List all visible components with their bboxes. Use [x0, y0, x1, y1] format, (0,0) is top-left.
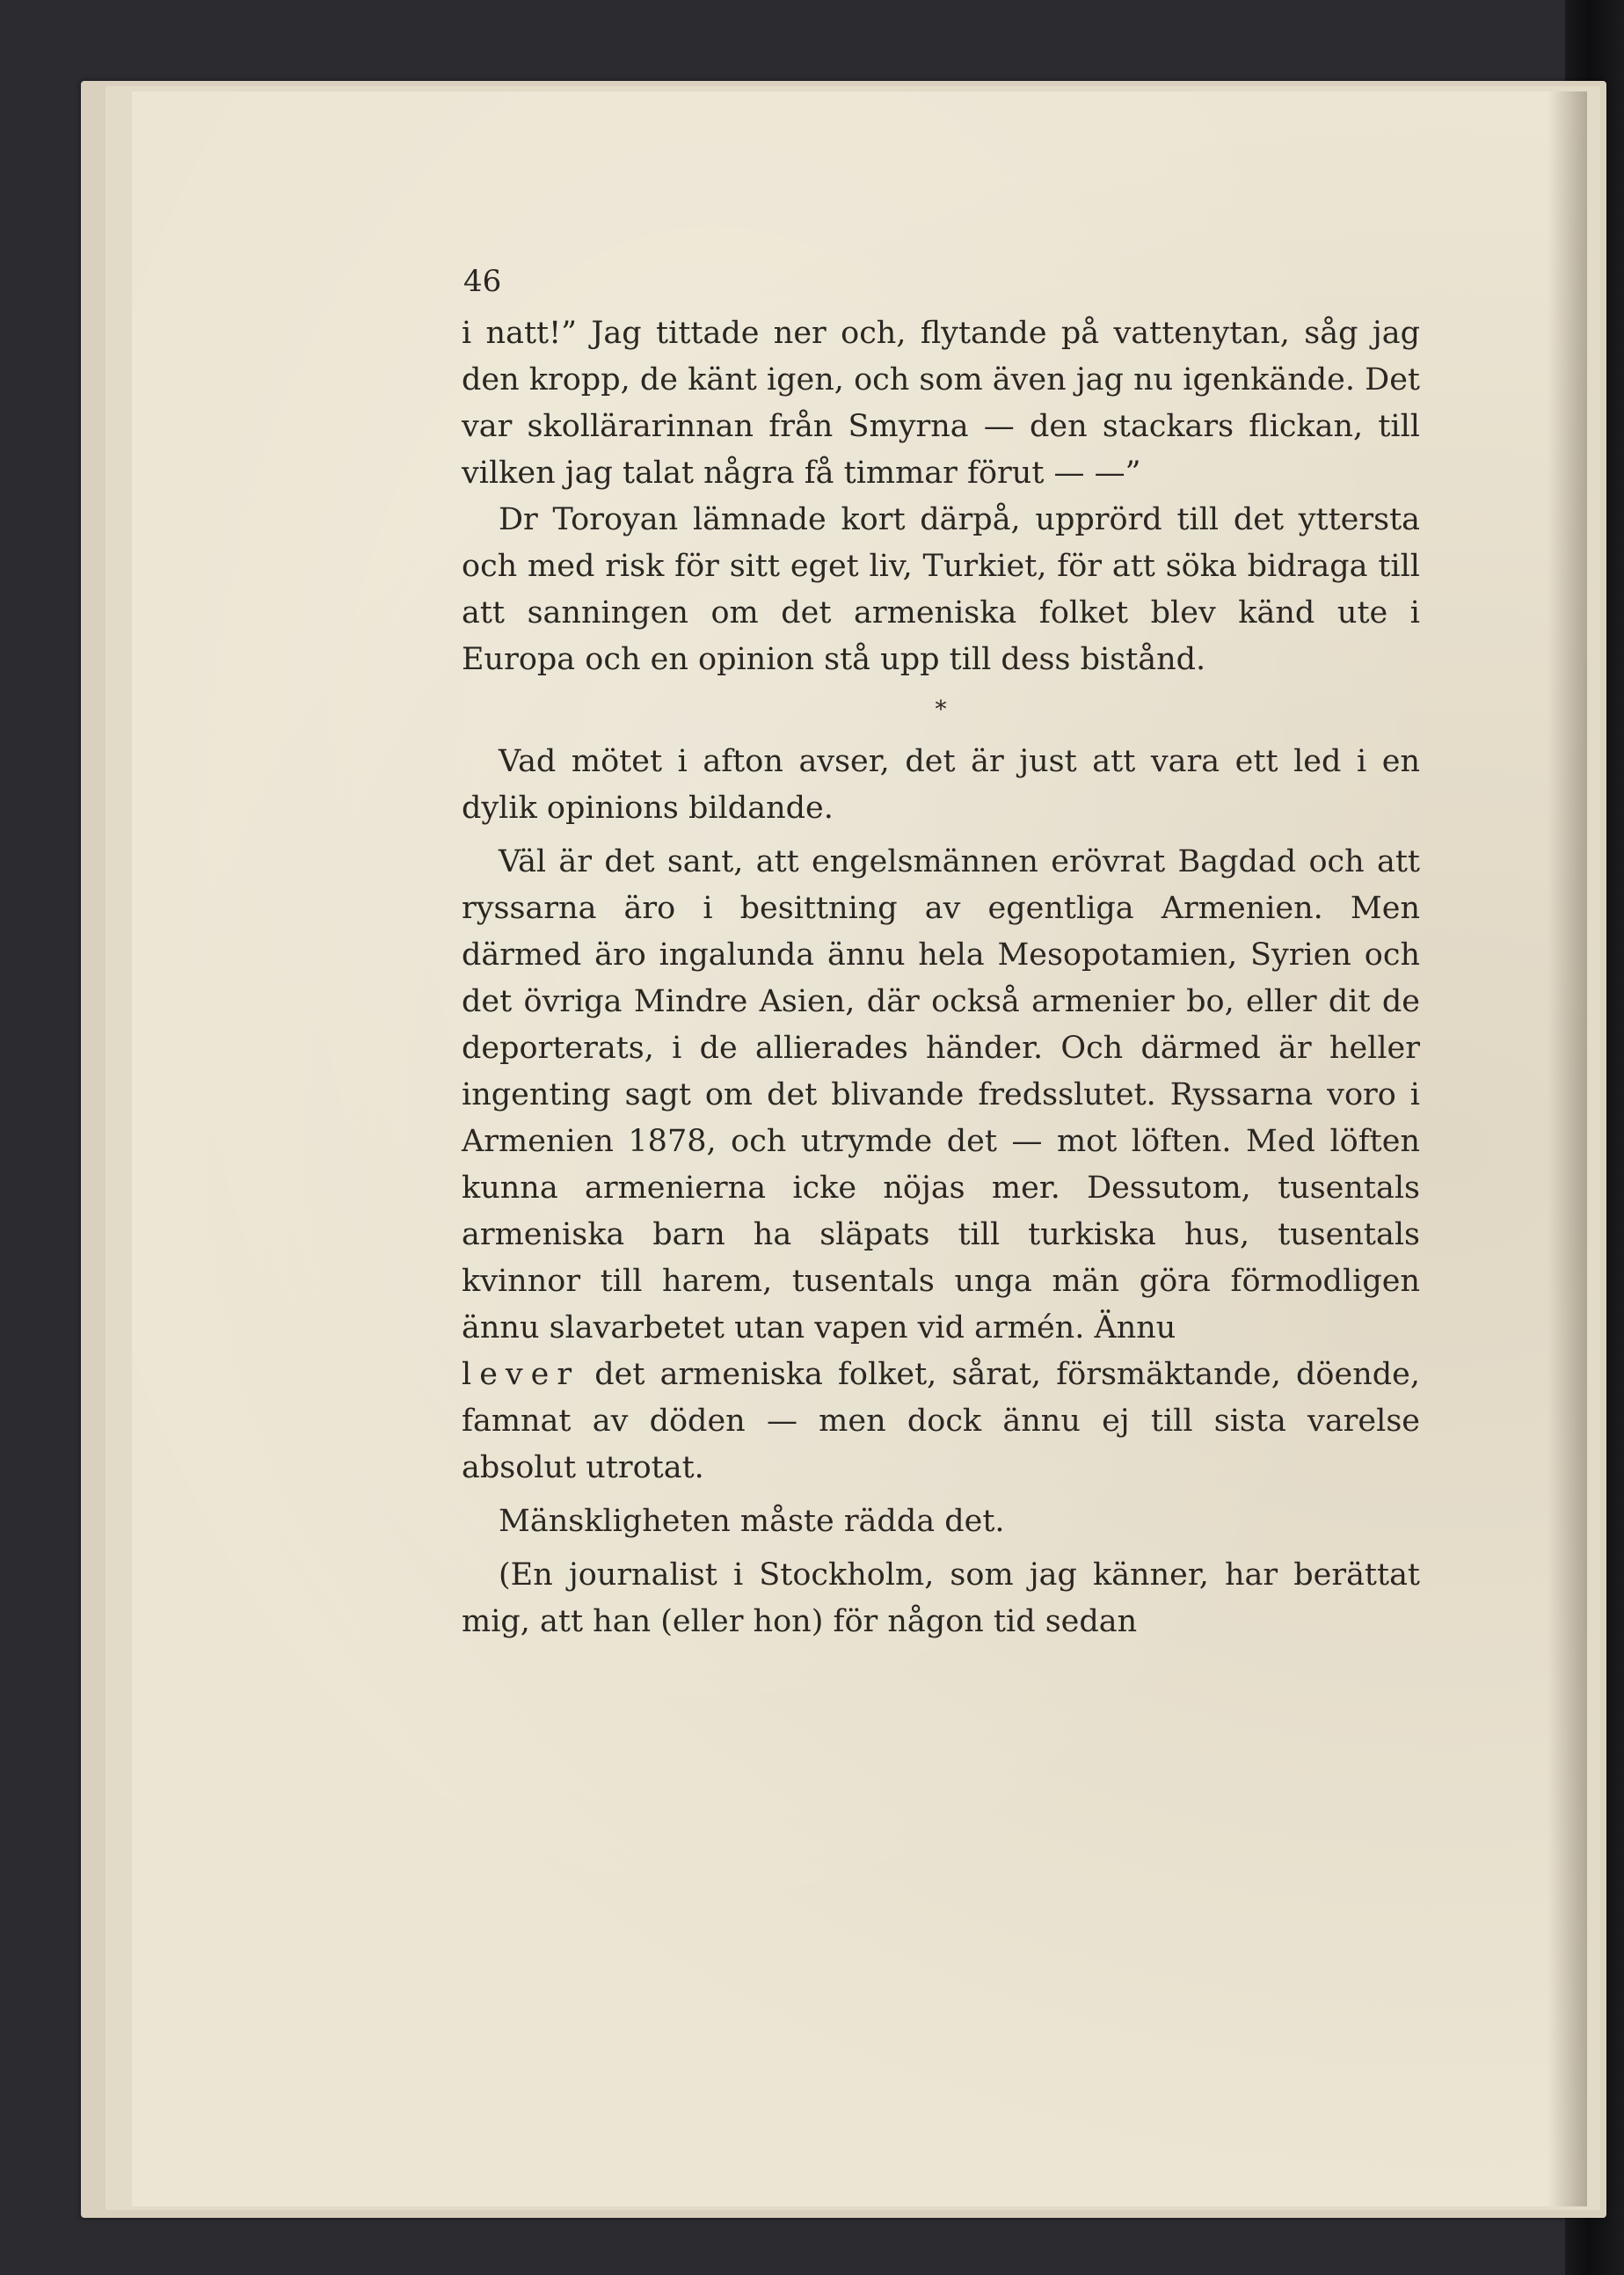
paragraph-2: Dr Toroyan lämnade kort därpå, upprörd till det yttersta och med risk för sitt eget liv, Turkiet, för att söka bidraga till att sanningen om det armeniska folket blev känd ute i Europa och en opinion stå upp till dess bistånd.: [462, 502, 1420, 677]
paragraph-4: Väl är det sant, att engelsmännen erövrat Bagdad och att ryssarna äro i besittning av egentliga Armenien. Men därmed äro ingalunda ännu hela Mesopotamien, Syrien och det övriga Mindre Asien, där också armenier bo, eller dit de deporterats, i de allierades händer. Och därmed är heller ingenting sagt om det blivande fredsslutet. Ryssarna voro i Armenien 1878, och utrymde det — mot löften. Med löften kunna armenierna icke nöjas mer. Dessutom, tusentals armeniska barn ha släpats till turkiska hus, tusentals kvinnor till harem, tusentals unga män göra förmodligen ännu slavarbetet utan vapen vid armén. Ännu: [462, 844, 1420, 1345]
gutter-shadow: [1548, 91, 1587, 2206]
paragraph-5: [462, 1352, 1420, 1491]
emphasis-word: lever: [462, 1357, 580, 1392]
section-separator: *: [935, 696, 947, 723]
paragraph-3: Vad mötet i afton avser, det är just att vara ett led i en dylik opinions bildande.: [462, 744, 1420, 826]
paragraph-6: Mänskligheten måste rädda det.: [499, 1504, 1005, 1539]
body-text: [462, 310, 1420, 1645]
page-number: 46: [463, 264, 502, 299]
paragraph-1: i natt!” Jag tittade ner och, flytande på vattenytan, såg jag den kropp, de känt igen, och som även jag nu igenkände. Det var skollärarinnan från Smyrna — den stackars flickan, till vilken jag talat några få timmar förut — —”: [462, 316, 1420, 491]
paragraph-7: (En journalist i Stockholm, som jag känner, har berättat mig, att han (eller hon) för någon tid sedan: [462, 1557, 1420, 1639]
paragraph-5-text: det armeniska folket, sårat, försmäktande, döende, famnat av döden — men dock ännu ej till sista varelse absolut utrotat.: [462, 1357, 1420, 1485]
